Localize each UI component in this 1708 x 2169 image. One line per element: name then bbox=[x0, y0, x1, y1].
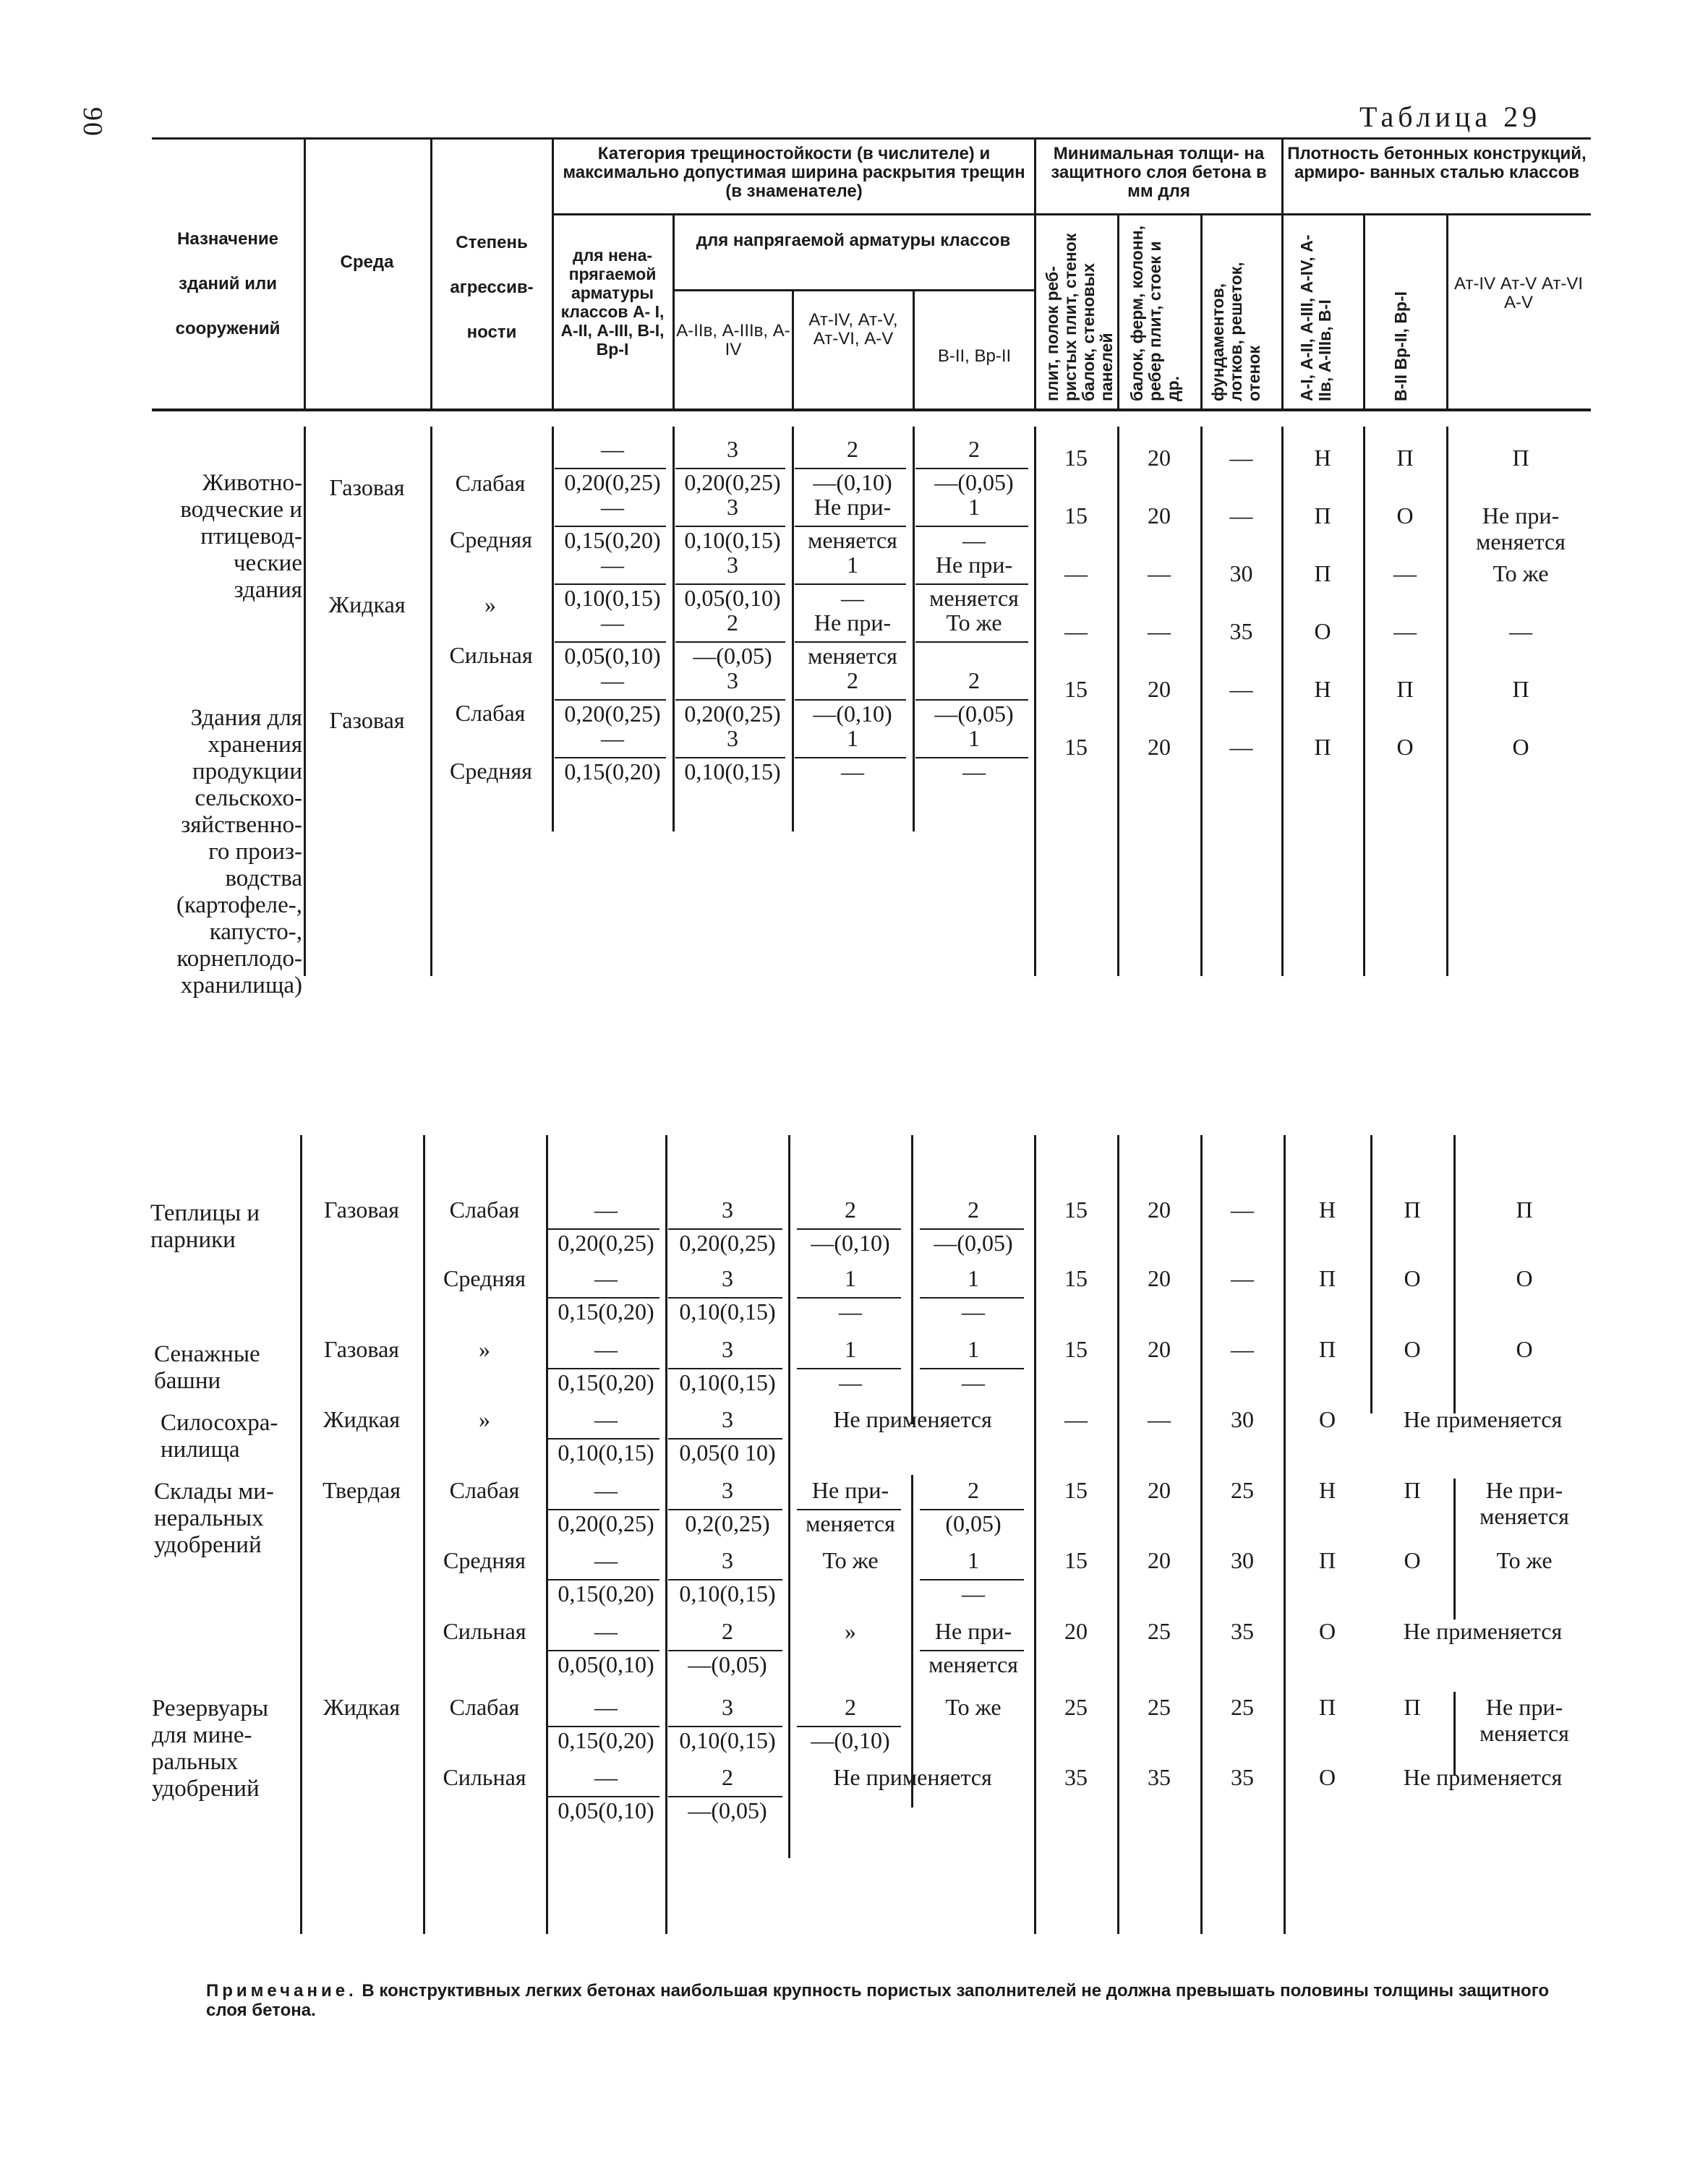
lower-c2-den: 0,10(0,15) bbox=[679, 1727, 776, 1753]
upper-c1-num: — bbox=[601, 436, 624, 462]
upper-d3: Не при- bbox=[1482, 502, 1560, 529]
upper-c3-den: — bbox=[841, 585, 864, 611]
upper-c4-den: меняется bbox=[929, 585, 1019, 611]
upper-c2-num: 3 bbox=[727, 667, 738, 693]
lower-t1: 15 bbox=[1064, 1265, 1088, 1291]
upper-c2-num: 3 bbox=[727, 725, 738, 751]
lower-c2-den: 0,20(0,25) bbox=[679, 1230, 776, 1256]
upper-c1-num: — bbox=[601, 667, 624, 693]
lower-d1: П bbox=[1318, 1694, 1336, 1720]
lower-c3-den: меняется bbox=[806, 1510, 895, 1536]
upper-d1: Н bbox=[1314, 445, 1331, 471]
lower-purpose-silo: Силосохра- нилища bbox=[161, 1410, 278, 1463]
upper-t1: — bbox=[1064, 618, 1088, 644]
lower-d3-b: меняется bbox=[1479, 1720, 1569, 1746]
lower-c2-den: 0,10(0,15) bbox=[679, 1369, 776, 1395]
lower-d3: П bbox=[1516, 1197, 1533, 1223]
lower-d3: О bbox=[1516, 1336, 1533, 1362]
lower-d1: П bbox=[1318, 1547, 1336, 1573]
lower-degree-5: Слабая bbox=[449, 1477, 520, 1503]
upper-c2-den: —(0,05) bbox=[693, 643, 772, 669]
lower-medium-4: Твердая bbox=[323, 1477, 401, 1503]
lower-purpose-silage: Сенажные башни bbox=[154, 1341, 260, 1394]
lower-d3: То же bbox=[1496, 1547, 1553, 1573]
lower-c1-num: — bbox=[594, 1265, 618, 1291]
lower-c2-num: 3 bbox=[722, 1197, 733, 1223]
lower-c1-num: — bbox=[594, 1477, 618, 1503]
upper-t1: 15 bbox=[1064, 502, 1088, 529]
lower-t3: 25 bbox=[1231, 1694, 1254, 1720]
lower-d1: Н bbox=[1318, 1477, 1336, 1503]
lower-c2-den: 0,05(0 10) bbox=[679, 1439, 776, 1466]
lower-d1: П bbox=[1318, 1265, 1336, 1291]
lower-c4-num: 1 bbox=[968, 1547, 979, 1573]
lower-c4-num: 2 bbox=[968, 1197, 979, 1223]
lower-c1-den: 0,15(0,20) bbox=[558, 1580, 654, 1607]
upper-d3: О bbox=[1512, 734, 1529, 760]
lower-d1: О bbox=[1318, 1618, 1336, 1644]
header-prestressed: для напрягаемой арматуры классов bbox=[696, 231, 1011, 250]
lower-medium-2: Газовая bbox=[324, 1336, 399, 1362]
upper-purpose-2: Здания для хранения продукции сельскохо- зяйственно- го произ- водства (картофеле-, капусто-, корнеплодо- хранилища) bbox=[176, 705, 302, 998]
upper-c1-den: 0,20(0,25) bbox=[564, 701, 661, 727]
lower-c3-num: 2 bbox=[845, 1197, 856, 1223]
lower-t2: 20 bbox=[1148, 1197, 1171, 1223]
note-label: Примечание. bbox=[206, 1981, 357, 2001]
upper-t2: 20 bbox=[1148, 502, 1171, 529]
lower-t1: — bbox=[1064, 1406, 1088, 1432]
upper-c3-num: Не при- bbox=[814, 494, 892, 520]
lower-medium-3: Жидкая bbox=[323, 1406, 401, 1432]
upper-t3: 35 bbox=[1229, 618, 1253, 644]
lower-t2: 20 bbox=[1148, 1336, 1171, 1362]
upper-t3: — bbox=[1229, 445, 1253, 471]
upper-c3-num: 1 bbox=[847, 725, 858, 751]
upper-d2: П bbox=[1396, 445, 1414, 471]
upper-c3-num: 2 bbox=[847, 667, 858, 693]
lower-c34-merged: Не применяется bbox=[833, 1764, 992, 1790]
lower-c4-den: (0,05) bbox=[945, 1510, 1002, 1536]
lower-medium-1: Газовая bbox=[324, 1197, 399, 1223]
upper-d3: П bbox=[1512, 676, 1529, 702]
header-cover-a: плит, полок реб- ристых плит, стенок балок, стеновых панелей bbox=[1043, 233, 1116, 401]
table-note bbox=[206, 1981, 1580, 2020]
lower-c3-num: 1 bbox=[845, 1336, 856, 1362]
upper-c3-num: 2 bbox=[847, 436, 858, 462]
upper-t3: 30 bbox=[1229, 560, 1253, 586]
lower-c3-num: 2 bbox=[845, 1694, 856, 1720]
lower-c1-num: — bbox=[594, 1336, 618, 1362]
lower-d1: П bbox=[1318, 1336, 1336, 1362]
lower-purpose-greenhouse: Теплицы и парники bbox=[150, 1200, 260, 1253]
lower-c1-den: 0,15(0,20) bbox=[558, 1299, 654, 1325]
upper-d1: П bbox=[1314, 502, 1331, 529]
upper-d3: П bbox=[1512, 445, 1529, 471]
lower-c1-num: — bbox=[594, 1547, 618, 1573]
header-cover-c: фундаментов, лотков, решеток, отенок bbox=[1208, 262, 1263, 401]
lower-medium-5: Жидкая bbox=[323, 1694, 401, 1720]
header-dens-a: А-I, А-II, А-III, А-IV, А-IIв, А-IIIв, В-I bbox=[1297, 234, 1334, 401]
upper-c4-num: 2 bbox=[968, 436, 980, 462]
lower-c2-num: 3 bbox=[722, 1336, 733, 1362]
lower-c3-den: — bbox=[839, 1369, 862, 1395]
upper-c2-den: 0,20(0,25) bbox=[684, 469, 781, 495]
lower-c1-den: 0,20(0,25) bbox=[558, 1230, 654, 1256]
upper-d2: — bbox=[1393, 618, 1417, 644]
lower-c1-num: — bbox=[594, 1197, 618, 1223]
upper-c4-den: — bbox=[962, 527, 986, 553]
upper-t1: — bbox=[1064, 560, 1088, 586]
lower-d23-merged: Не применяется bbox=[1403, 1764, 1563, 1790]
upper-c3-den: —(0,10) bbox=[813, 701, 892, 727]
upper-c1-num: — bbox=[601, 609, 624, 636]
lower-purpose-tanks: Резервуары для мине- ральных удобрений bbox=[152, 1695, 268, 1802]
lower-c4-den: — bbox=[962, 1369, 985, 1395]
lower-degree-2: Средняя bbox=[443, 1265, 526, 1291]
lower-degree-9: Сильная bbox=[443, 1764, 526, 1790]
upper-c2-num: 2 bbox=[727, 609, 738, 636]
upper-c4-den: — bbox=[962, 758, 986, 784]
lower-t1: 20 bbox=[1064, 1618, 1088, 1644]
lower-d23-merged: Не применяется bbox=[1403, 1618, 1563, 1644]
upper-c2-den: 0,20(0,25) bbox=[684, 701, 781, 727]
lower-c34-merged: Не применяется bbox=[833, 1406, 992, 1432]
lower-d1: О bbox=[1318, 1406, 1336, 1432]
upper-c4-num: 2 bbox=[968, 667, 980, 693]
lower-t3: 35 bbox=[1231, 1764, 1254, 1790]
lower-t3: 30 bbox=[1231, 1547, 1254, 1573]
upper-t3: — bbox=[1229, 676, 1253, 702]
upper-t2: 20 bbox=[1148, 445, 1171, 471]
upper-d2: П bbox=[1396, 676, 1414, 702]
lower-d2: О bbox=[1404, 1265, 1421, 1291]
upper-c1-den: 0,15(0,20) bbox=[564, 758, 661, 784]
lower-t1: 35 bbox=[1064, 1764, 1088, 1790]
upper-c2-num: 3 bbox=[727, 494, 738, 520]
lower-c4-den: — bbox=[962, 1299, 985, 1325]
lower-d1: О bbox=[1318, 1764, 1336, 1790]
upper-degree-4: Сильная bbox=[449, 642, 533, 668]
lower-c3-num: Не при- bbox=[811, 1477, 889, 1503]
upper-d3: — bbox=[1509, 618, 1532, 644]
upper-c2-num: 3 bbox=[727, 436, 738, 462]
header-cover-b: балок, ферм, колонн, ребер плит, стоек и др. bbox=[1127, 225, 1182, 401]
lower-t1: 25 bbox=[1064, 1694, 1088, 1720]
lower-d3: Не при- bbox=[1485, 1477, 1563, 1503]
header-pre-c: В-II, Вр-II bbox=[937, 346, 1012, 366]
lower-d2: П bbox=[1404, 1197, 1421, 1223]
note-text: В конструктивных легких бетонах наибольшая крупность пористых заполнителей не должна превышать половины толщины защитного слоя бетона. bbox=[206, 1981, 1550, 2020]
header-dens-c: Ат-IV Ат-V Ат-VI А-V bbox=[1453, 274, 1584, 312]
lower-c4-num: То же bbox=[945, 1694, 1002, 1720]
header-pre-a: А-IIв, А-IIIв, А-IV bbox=[676, 321, 790, 359]
upper-medium-gas2: Газовая bbox=[329, 707, 405, 733]
upper-t1: 15 bbox=[1064, 734, 1088, 760]
lower-purpose-fertilizer-store: Склады ми- неральных удобрений bbox=[154, 1479, 274, 1558]
upper-d2: — bbox=[1393, 560, 1417, 586]
lower-d3: Не при- bbox=[1485, 1694, 1563, 1720]
upper-c1-den: 0,10(0,15) bbox=[564, 585, 661, 611]
upper-d3: То же bbox=[1493, 560, 1549, 586]
upper-c1-den: 0,15(0,20) bbox=[564, 527, 661, 553]
upper-c4-den: —(0,05) bbox=[934, 701, 1014, 727]
lower-t1: 15 bbox=[1064, 1336, 1088, 1362]
upper-degree-6: Средняя bbox=[450, 758, 532, 784]
lower-degree-7: Сильная bbox=[443, 1618, 526, 1644]
lower-t3: 30 bbox=[1231, 1406, 1254, 1432]
upper-c4-den: —(0,05) bbox=[934, 469, 1014, 495]
upper-c2-num: 3 bbox=[727, 552, 738, 578]
lower-c1-den: 0,15(0,20) bbox=[558, 1727, 654, 1753]
lower-d3: О bbox=[1516, 1265, 1533, 1291]
header-degree: Степень агрессив- ности bbox=[450, 233, 534, 342]
upper-degree-1: Слабая bbox=[455, 470, 526, 496]
upper-d2: О bbox=[1396, 502, 1414, 529]
lower-c4-den: — bbox=[962, 1580, 985, 1607]
upper-d2: О bbox=[1396, 734, 1414, 760]
lower-d1: Н bbox=[1318, 1197, 1336, 1223]
lower-t1: 15 bbox=[1064, 1197, 1088, 1223]
lower-degree-3: » bbox=[479, 1336, 490, 1362]
upper-c1-num: — bbox=[601, 552, 624, 578]
upper-medium-liquid: Жидкая bbox=[328, 591, 406, 617]
upper-c4-num: Не при- bbox=[935, 552, 1013, 578]
header-cover-group: Минимальная толщи- на защитного слоя бетона в мм для bbox=[1051, 144, 1267, 201]
lower-t3: 35 bbox=[1231, 1618, 1254, 1644]
upper-c2-den: 0,10(0,15) bbox=[684, 527, 781, 553]
header-pre-b: Ат-IV, Ат-V, Ат-VI, А-V bbox=[808, 310, 898, 348]
header-dens-b: В-II Вр-II, Вр-I bbox=[1391, 291, 1410, 401]
upper-c1-num: — bbox=[601, 725, 624, 751]
lower-c1-num: — bbox=[594, 1764, 618, 1790]
upper-c2-den: 0,05(0,10) bbox=[684, 585, 781, 611]
lower-t2: 25 bbox=[1148, 1618, 1171, 1644]
upper-d1: П bbox=[1314, 734, 1331, 760]
lower-c3-num: То же bbox=[822, 1547, 879, 1573]
header-density-group: Плотность бетонных конструкций, армиро- ванных сталью классов bbox=[1287, 144, 1587, 182]
upper-t2: 20 bbox=[1148, 676, 1171, 702]
upper-c4-num: 1 bbox=[968, 725, 980, 751]
upper-c3-den: —(0,10) bbox=[813, 469, 892, 495]
lower-c3-num: 1 bbox=[845, 1265, 856, 1291]
lower-c1-num: — bbox=[594, 1618, 618, 1644]
lower-d2: О bbox=[1404, 1547, 1421, 1573]
upper-d1: Н bbox=[1314, 676, 1331, 702]
lower-c2-num: 2 bbox=[722, 1618, 733, 1644]
lower-d3-b: меняется bbox=[1479, 1503, 1569, 1529]
lower-c1-den: 0,05(0,10) bbox=[558, 1797, 654, 1823]
lower-c2-den: 0,10(0,15) bbox=[679, 1299, 776, 1325]
upper-c3-den: меняется bbox=[808, 527, 897, 553]
header-purpose: Назначение зданий или сооружений bbox=[175, 229, 281, 338]
table-title: Таблица 29 bbox=[1359, 100, 1542, 133]
lower-d23-merged: Не применяется bbox=[1403, 1406, 1563, 1432]
lower-t2: — bbox=[1148, 1406, 1171, 1432]
fraction-bar bbox=[915, 641, 1028, 643]
lower-c2-num: 3 bbox=[722, 1694, 733, 1720]
upper-d3-b: меняется bbox=[1476, 529, 1566, 555]
lower-c2-num: 3 bbox=[722, 1477, 733, 1503]
upper-c2-den: 0,10(0,15) bbox=[684, 758, 781, 784]
lower-c2-den: 0,10(0,15) bbox=[679, 1580, 776, 1607]
lower-c1-den: 0,05(0,10) bbox=[558, 1651, 654, 1677]
upper-t1: 15 bbox=[1064, 676, 1088, 702]
lower-degree-1: Слабая bbox=[449, 1197, 520, 1223]
upper-c1-den: 0,05(0,10) bbox=[564, 643, 661, 669]
lower-t1: 15 bbox=[1064, 1477, 1088, 1503]
upper-degree-3: » bbox=[484, 591, 496, 617]
lower-c1-den: 0,15(0,20) bbox=[558, 1369, 654, 1395]
lower-c2-num: 3 bbox=[722, 1265, 733, 1291]
lower-d2: О bbox=[1404, 1336, 1421, 1362]
lower-degree-6: Средняя bbox=[443, 1547, 526, 1573]
lower-c4-num: 2 bbox=[968, 1477, 979, 1503]
lower-c1-num: — bbox=[594, 1406, 618, 1432]
upper-c4-num: То же bbox=[946, 609, 1002, 636]
lower-c4-den: —(0,05) bbox=[934, 1230, 1013, 1256]
upper-t3: — bbox=[1229, 734, 1253, 760]
upper-t2: 20 bbox=[1148, 734, 1171, 760]
lower-d2: П bbox=[1404, 1694, 1421, 1720]
upper-t1: 15 bbox=[1064, 445, 1088, 471]
lower-degree-8: Слабая bbox=[449, 1694, 520, 1720]
lower-d2: П bbox=[1404, 1477, 1421, 1503]
lower-c2-num: 3 bbox=[722, 1547, 733, 1573]
lower-c3-den: —(0,10) bbox=[811, 1230, 890, 1256]
upper-t2: — bbox=[1148, 560, 1171, 586]
lower-t2: 20 bbox=[1148, 1547, 1171, 1573]
lower-c2-den: —(0,05) bbox=[688, 1797, 767, 1823]
lower-c3-den: — bbox=[839, 1299, 862, 1325]
lower-c4-num: 1 bbox=[968, 1265, 979, 1291]
lower-c1-den: 0,20(0,25) bbox=[558, 1510, 654, 1536]
lower-c1-num: — bbox=[594, 1694, 618, 1720]
lower-c1-den: 0,10(0,15) bbox=[558, 1439, 654, 1466]
upper-c3-num: 1 bbox=[847, 552, 858, 578]
lower-t3: — bbox=[1231, 1197, 1254, 1223]
upper-medium-gas: Газовая bbox=[329, 474, 405, 500]
upper-c1-num: — bbox=[601, 494, 624, 520]
upper-c3-num: Не при- bbox=[814, 609, 892, 636]
upper-d1: П bbox=[1314, 560, 1331, 586]
lower-t2: 20 bbox=[1148, 1477, 1171, 1503]
upper-c1-den: 0,20(0,25) bbox=[564, 469, 661, 495]
lower-t2: 35 bbox=[1148, 1764, 1171, 1790]
lower-c2-num: 3 bbox=[722, 1406, 733, 1432]
lower-t3: — bbox=[1231, 1336, 1254, 1362]
upper-c4-num: 1 bbox=[968, 494, 980, 520]
lower-c4-num: Не при- bbox=[934, 1618, 1012, 1644]
lower-c2-den: 0,2(0,25) bbox=[685, 1510, 770, 1536]
header-medium: Среда bbox=[340, 252, 394, 272]
lower-t2: 20 bbox=[1148, 1265, 1171, 1291]
upper-degree-5: Слабая bbox=[455, 700, 526, 726]
lower-c2-num: 2 bbox=[722, 1764, 733, 1790]
upper-c3-den: — bbox=[841, 758, 864, 784]
upper-t3: — bbox=[1229, 502, 1253, 529]
upper-purpose-1: Животно- водческие и птицевод- ческие здания bbox=[180, 470, 302, 603]
upper-d1: О bbox=[1314, 618, 1331, 644]
lower-t1: 15 bbox=[1064, 1547, 1088, 1573]
header-nonprestressed: для нена- прягаемой арматуры классов А- I, А-II, А-III, В-I, Вр-I bbox=[560, 246, 665, 359]
lower-c4-den: меняется bbox=[928, 1651, 1018, 1677]
lower-c4-num: 1 bbox=[968, 1336, 979, 1362]
header-crack-group: Категория трещиностойкости (в числителе) и максимально допустимая ширина раскрытия трещин (в знаменателе) bbox=[563, 144, 1025, 201]
lower-c2-den: —(0,05) bbox=[688, 1651, 767, 1677]
lower-t3: — bbox=[1231, 1265, 1254, 1291]
lower-t3: 25 bbox=[1231, 1477, 1254, 1503]
upper-c3-den: меняется bbox=[808, 643, 897, 669]
lower-c3-den: —(0,10) bbox=[811, 1727, 890, 1753]
lower-t2: 25 bbox=[1148, 1694, 1171, 1720]
upper-degree-2: Средняя bbox=[450, 526, 532, 552]
upper-t2: — bbox=[1148, 618, 1171, 644]
lower-c3-num: » bbox=[845, 1618, 856, 1644]
page-number: 90 bbox=[77, 107, 108, 137]
lower-degree-4: » bbox=[479, 1406, 490, 1432]
